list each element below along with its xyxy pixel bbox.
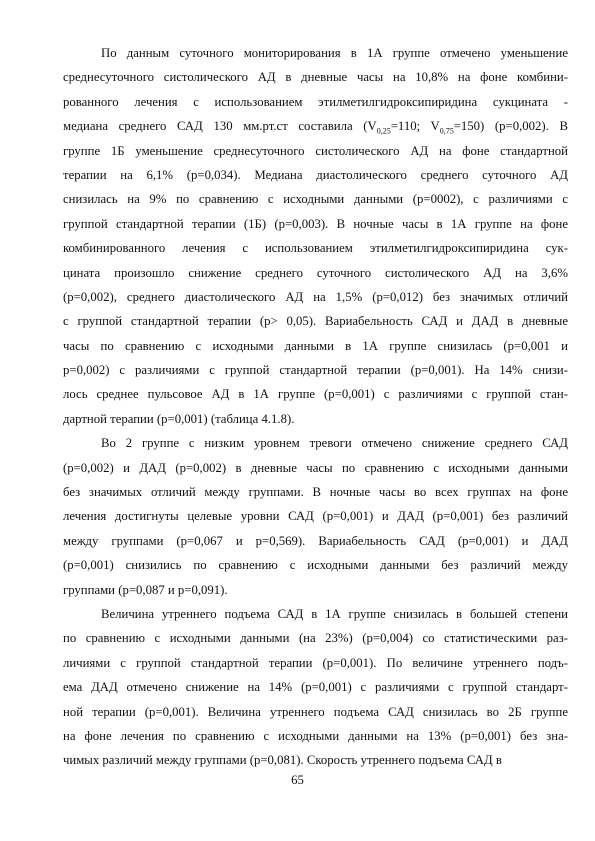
text-line: рованного лечения с использованием этилметилгидроксипиридина сукцината - — [63, 94, 568, 109]
text-line: ема ДАД отмечено снижение на 14% (р=0,001) с различиями с группой стандарт- — [63, 680, 568, 695]
text-line: ной терапии (р=0,001). Величина утреннего подъема САД снизилась во 2Б группе — [63, 704, 568, 719]
text-line: дартной терапии (р=0,001) (таблица 4.1.8). — [63, 411, 295, 426]
text-line: цината произошло снижение среднего суточного систолического АД на 3,6% — [63, 265, 568, 280]
text-line: (р=0,002), среднего диастолического АД на 1,5% (р=0,012) без значимых отличий — [63, 289, 568, 304]
text-segment: медиана среднего САД 130 мм.рт.ст составила (V — [63, 119, 377, 134]
text-line: на фоне лечения по сравнению с исходными данными на 13% (р=0,001) без зна- — [63, 728, 568, 743]
text-line: р=0,002) с различиями с группой стандартной терапии (р=0,001). На 14% снизи- — [63, 363, 568, 378]
text-line: среднесуточного систолического АД в дневные часы на 10,8% на фоне комбини- — [63, 70, 568, 85]
paragraph — [63, 41, 568, 431]
text-line: часы по сравнению с исходными данными в 1А группе снизилась (р=0,001 и — [63, 338, 568, 353]
subscript: 0,25 — [376, 126, 391, 136]
text-line: Во 2 группе с низким уровнем тревоги отмечено снижение среднего САД — [101, 436, 568, 451]
text-segment: =110; V — [390, 119, 440, 134]
text-line: Величина утреннего подъема САД в 1А группе снизилась в большей степени — [101, 606, 568, 621]
text-line — [63, 114, 568, 138]
text-line: (р=0,002) и ДАД (р=0,002) в дневные часы по сравнению с исходными данными — [63, 460, 568, 475]
text-line: с группой стандартной терапии (р> 0,05). Вариабельность САД и ДАД в дневные — [63, 314, 568, 329]
text-line: личиями с группой стандартной терапии (р=0,001). По величине утреннего подъ- — [63, 655, 568, 670]
text-line: комбинированного лечения с использованием этилметилгидроксипиридина сук- — [63, 241, 568, 256]
text-line: снизилась на 9% по сравнению с исходными данными (р=0002), с различиями с — [63, 192, 568, 207]
text-line: без значимых отличий между группами. В ночные часы во всех группах на фоне — [63, 485, 568, 500]
paragraph — [63, 431, 568, 602]
text-line: (р=0,001) снизились по сравнению с исходными данными без различий между — [63, 558, 568, 573]
text-line: группой стандартной терапии (1Б) (р=0,003). В ночные часы в 1А группе на фоне — [63, 216, 568, 231]
text-line: лось среднее пульсовое АД в 1А группе (р=0,001) с различиями с группой стан- — [63, 387, 568, 402]
text-line: группе 1Б уменьшение среднесуточного систолического АД на фоне стандартной — [63, 143, 568, 158]
text-line: лечения достигнуты целевые уровни САД (р=0,001) и ДАД (р=0,001) без различий — [63, 509, 568, 524]
text-segment: =150) (р=0,002). В — [453, 119, 568, 134]
subscript: 0,75 — [439, 126, 454, 136]
text-line: По данным суточного мониторирования в 1А группе отмечено уменьшение — [101, 46, 568, 60]
document-page — [63, 41, 568, 773]
text-line: по сравнению с исходными данными (на 23%) (р=0,004) со статистическими раз- — [63, 631, 568, 646]
paragraph — [63, 602, 568, 773]
page-number: 65 — [291, 773, 304, 787]
text-line: группами (р=0,087 и р=0,091). — [63, 582, 228, 597]
body-text — [63, 41, 568, 773]
text-line: между группами (р=0,067 и р=0,569). Вариабельность САД (р=0,001) и ДАД — [63, 533, 568, 548]
text-line: терапии на 6,1% (р=0,034). Медиана диастолического среднего суточного АД — [63, 167, 568, 182]
text-line: чимых различий между группами (р=0,081). Скорость утреннего подъема САД в — [63, 753, 502, 768]
